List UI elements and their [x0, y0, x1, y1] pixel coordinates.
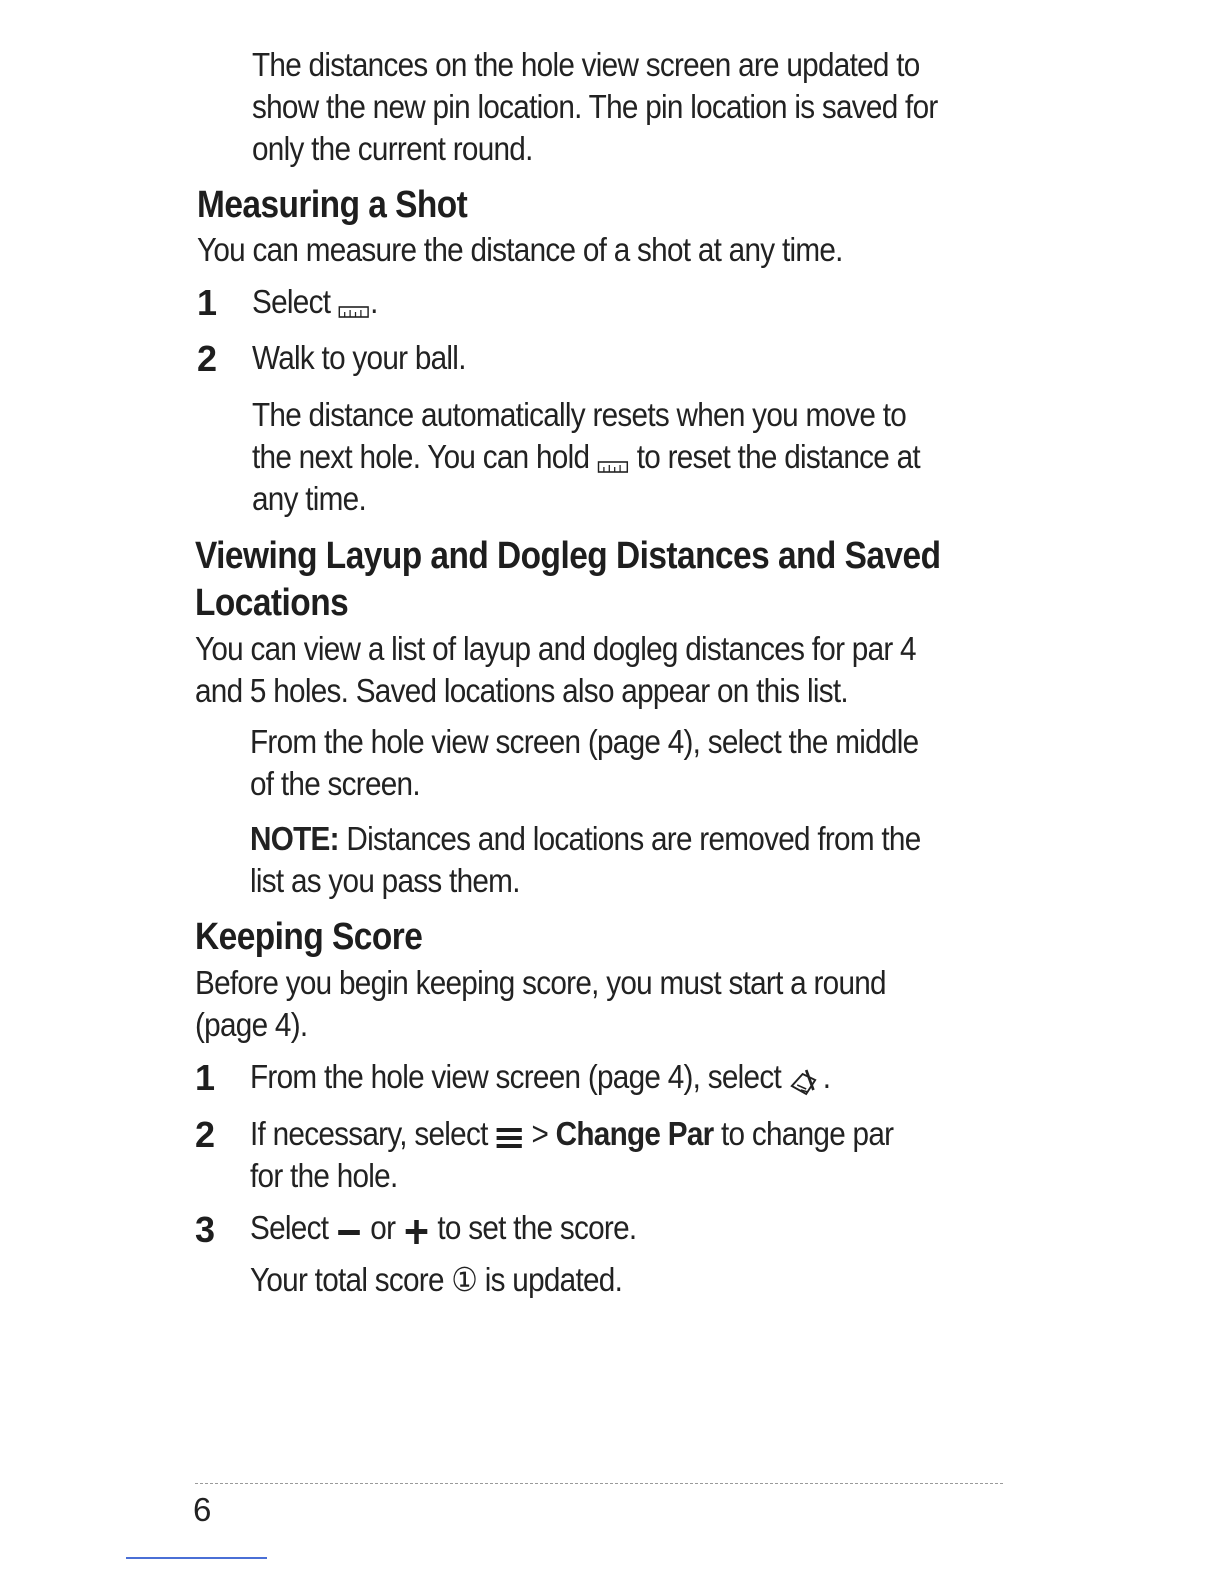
measuring-step-1-number: 1: [197, 282, 218, 323]
score-step-2-sep: >: [523, 1115, 556, 1152]
score-step-1: [250, 1056, 830, 1100]
ruler-icon: [597, 438, 629, 480]
score-step-3-or: or: [362, 1209, 403, 1246]
score-step-2-number: 2: [195, 1114, 216, 1155]
score-step-3: [250, 1207, 636, 1251]
score-step-2-b: to change par: [713, 1115, 894, 1152]
measuring-note-line-2-b: to reset the distance at: [629, 438, 920, 475]
margin-blue-line: [126, 1557, 267, 1559]
layup-intro-line-2: and 5 holes. Saved locations also appear on this list.: [195, 672, 848, 709]
measuring-step-1-text: Select: [252, 283, 338, 320]
score-step-2-a: If necessary, select: [250, 1115, 496, 1152]
measuring-note-line-2-a: the next hole. You can hold: [252, 438, 597, 475]
page-number: 6: [193, 1491, 212, 1528]
ruler-icon: [338, 283, 370, 325]
measuring-step-1-end: .: [370, 283, 378, 320]
layup-step-line-1: From the hole view screen (page 4), select the middle: [250, 723, 919, 760]
minus-icon: [336, 1209, 363, 1251]
change-par-label: Change Par: [555, 1115, 714, 1152]
measuring-step-1: [252, 281, 378, 325]
score-step-1-text: From the hole view screen (page 4), select: [250, 1058, 789, 1095]
heading-viewing-layup-line-1: Viewing Layup and Dogleg Distances and Saved: [195, 535, 941, 577]
score-intro-line-2: (page 4).: [195, 1006, 308, 1043]
heading-viewing-layup-line-2: Locations: [195, 582, 349, 624]
footer-divider: [195, 1483, 1003, 1484]
measuring-step-2-number: 2: [197, 338, 218, 379]
measuring-step-2-text: Walk to your ball.: [252, 339, 466, 376]
score-result: [250, 1259, 622, 1301]
score-step-2-line-1: [250, 1113, 893, 1157]
score-step-3-a: Select: [250, 1209, 336, 1246]
score-step-3-number: 3: [195, 1209, 216, 1250]
heading-measuring-a-shot: Measuring a Shot: [197, 184, 468, 226]
note-label: NOTE:: [250, 820, 339, 857]
intro-line-3: only the current round.: [252, 130, 533, 167]
score-step-2-line-2: for the hole.: [250, 1157, 398, 1194]
intro-line-2: show the new pin location. The pin location is saved for: [252, 88, 938, 125]
measuring-note-line-1: The distance automatically resets when you move to: [252, 396, 907, 433]
layup-intro-line-1: You can view a list of layup and dogleg distances for par 4: [195, 630, 916, 667]
scorecard-pencil-icon: [789, 1058, 823, 1100]
layup-note-text: Distances and locations are removed from the: [338, 820, 921, 857]
score-step-1-end: .: [822, 1058, 831, 1095]
heading-keeping-score: Keeping Score: [195, 916, 423, 958]
intro-line-1: The distances on the hole view screen are updated to: [252, 46, 920, 83]
menu-icon: [495, 1115, 524, 1157]
layup-note-line-1: [250, 818, 921, 860]
measuring-intro: You can measure the distance of a shot at any time.: [197, 231, 843, 268]
score-result-a: Your total score: [250, 1261, 452, 1298]
measuring-note-line-2: [252, 436, 920, 480]
layup-step-line-2: of the screen.: [250, 765, 420, 802]
plus-icon: [403, 1209, 430, 1251]
callout-1: ①: [451, 1261, 478, 1298]
score-step-3-b: to set the score.: [429, 1209, 637, 1246]
layup-note-line-2: list as you pass them.: [250, 862, 520, 899]
score-intro-line-1: Before you begin keeping score, you must start a round: [195, 964, 886, 1001]
score-step-1-number: 1: [195, 1057, 216, 1098]
score-result-b: is updated.: [477, 1261, 623, 1298]
measuring-note-line-3: any time.: [252, 480, 367, 517]
